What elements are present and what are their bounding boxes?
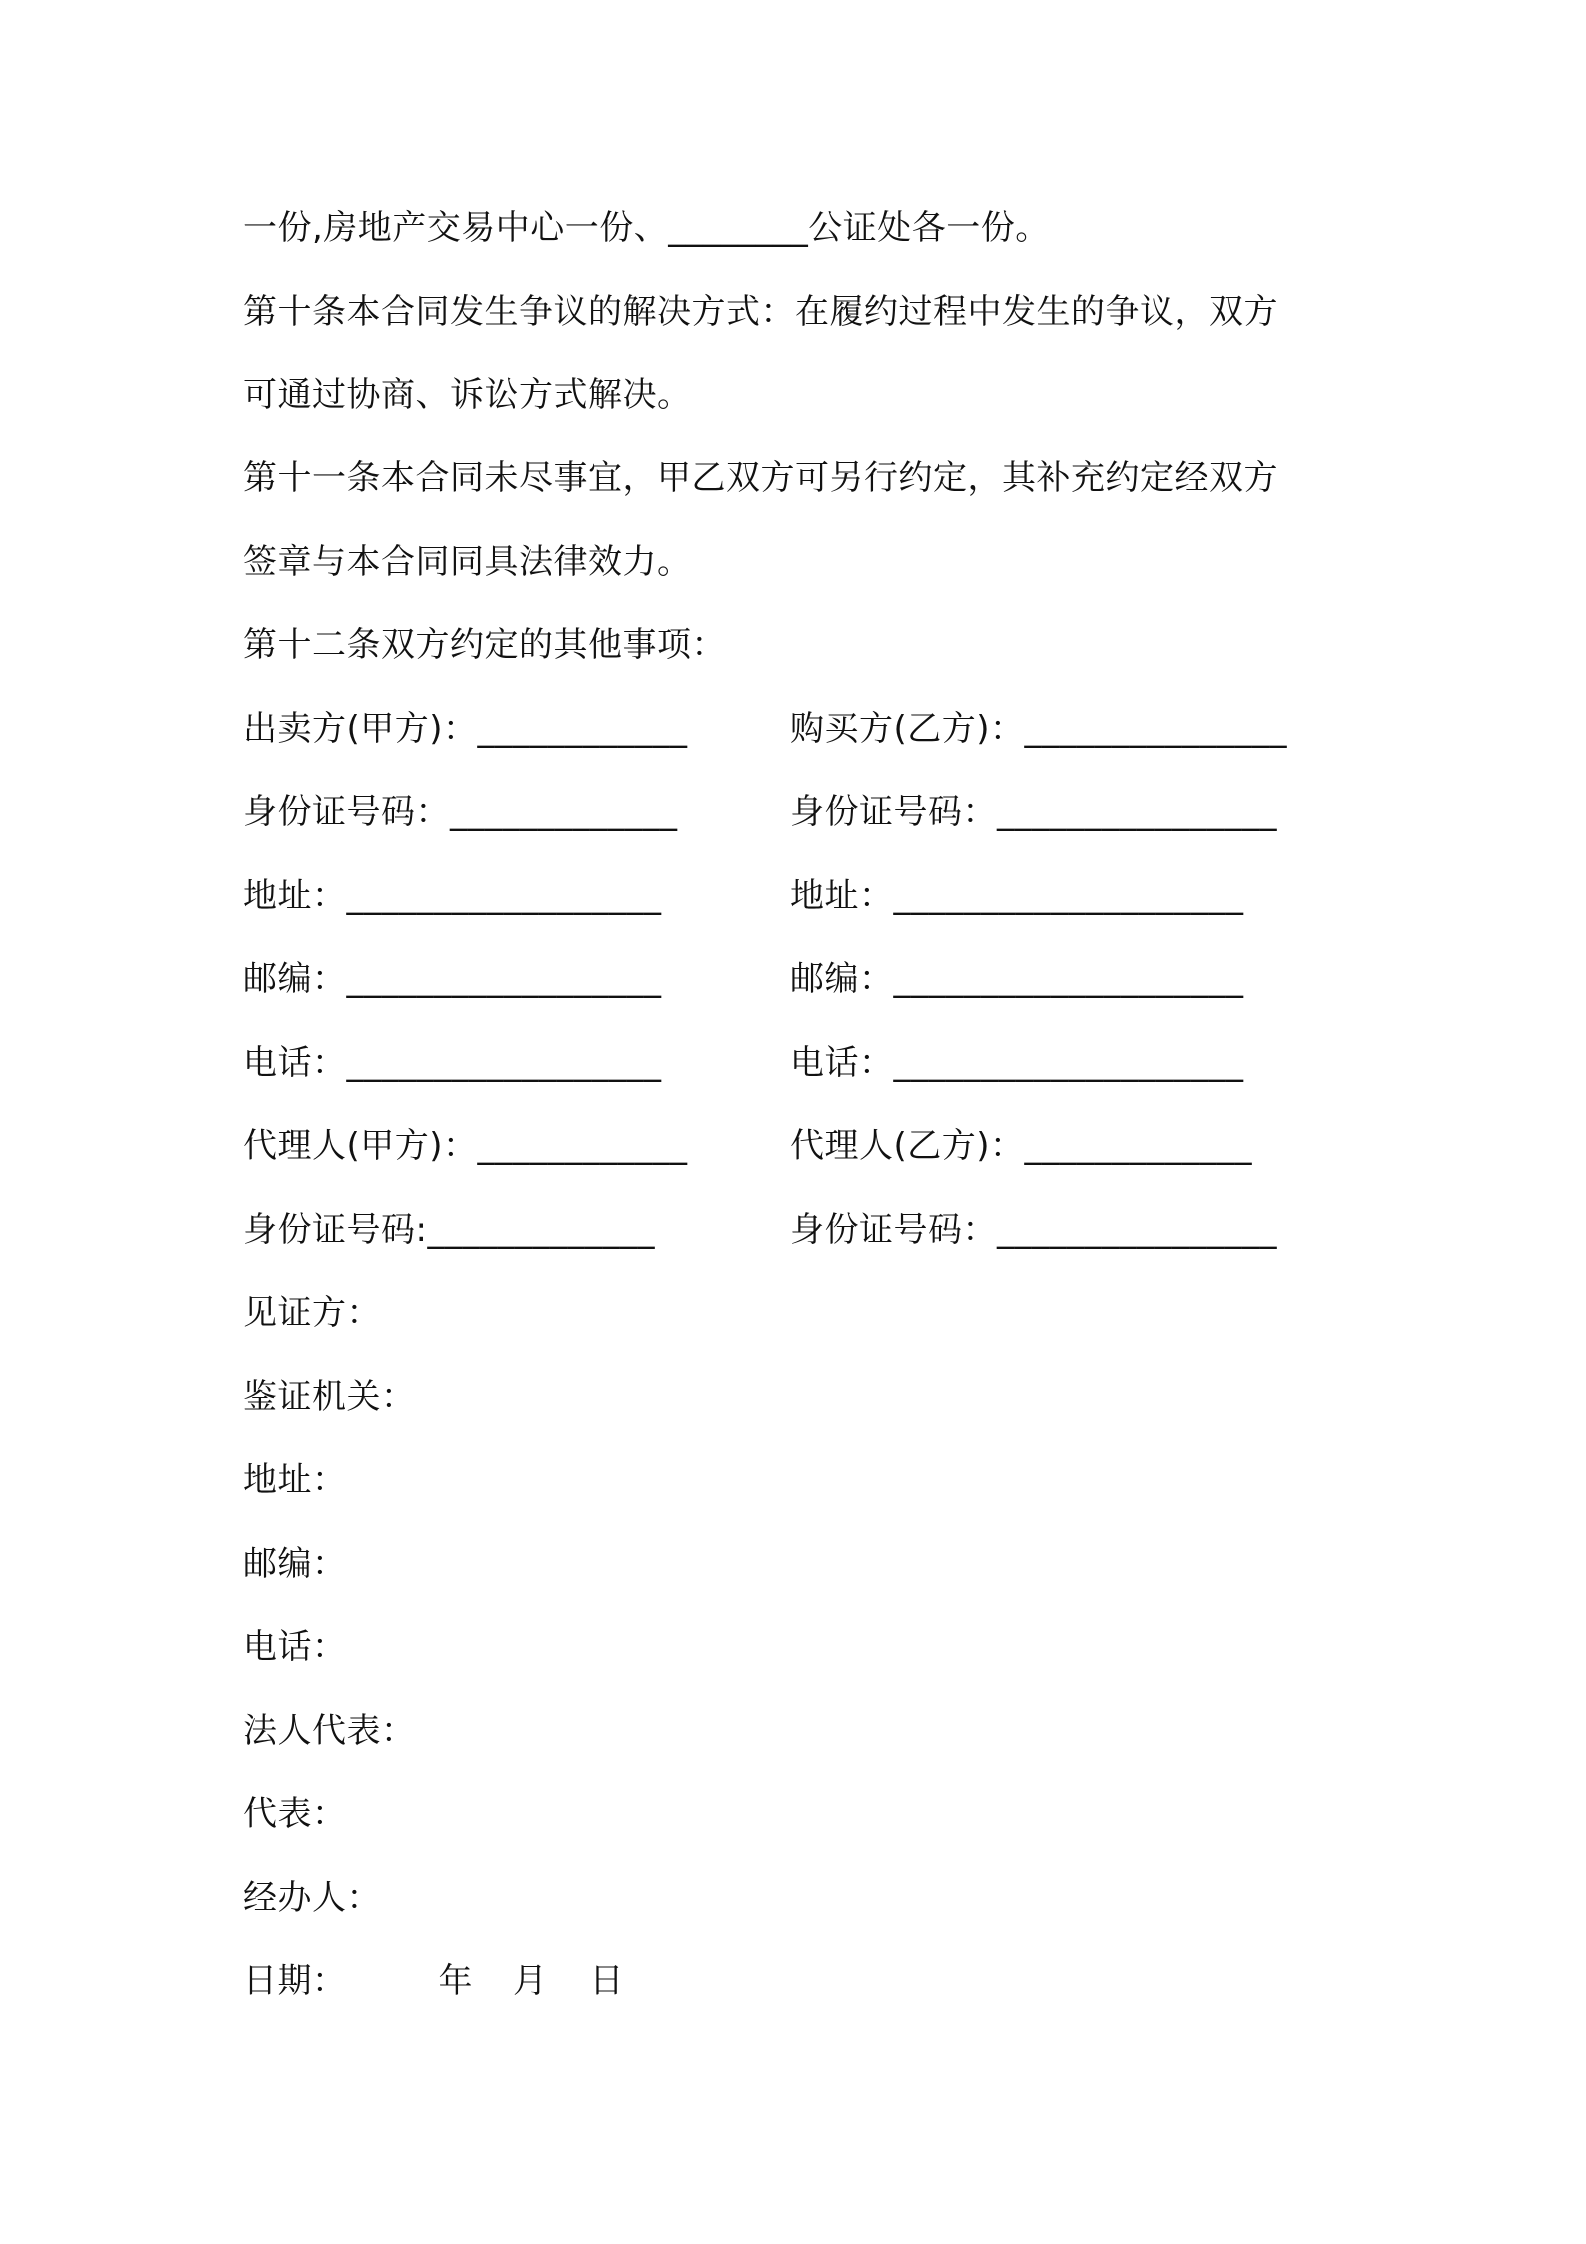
- legal-representative-field: 法人代表：: [243, 1711, 416, 1751]
- date-day: 日: [589, 1961, 624, 2001]
- seller-address-field: 地址：__________________: [243, 876, 662, 916]
- authentication-agency-field: 鉴证机关：: [243, 1377, 416, 1417]
- paragraph-line-1: 一份,房地产交易中心一份、________公证处各一份。: [243, 208, 1050, 248]
- seller-name-field: 出卖方(甲方)：____________: [243, 709, 688, 749]
- seller-postcode-field: 邮编：__________________: [243, 959, 662, 999]
- buyer-name-field: 购买方(乙方)：_______________: [790, 709, 1288, 749]
- witness-field: 见证方：: [243, 1293, 381, 1333]
- date-month: 月: [513, 1961, 548, 2001]
- seller-id-field: 身份证号码：_____________: [243, 792, 678, 832]
- agency-address-field: 地址：: [243, 1460, 347, 1500]
- buyer-agent-id-field: 身份证号码：________________: [790, 1210, 1277, 1250]
- date-line: [243, 1959, 624, 2003]
- paragraph-line-3: 可通过协商、诉讼方式解决。: [243, 375, 692, 415]
- date-year: 年: [438, 1961, 473, 2001]
- paragraph-line-6: 第十二条双方约定的其他事项：: [243, 625, 726, 665]
- buyer-agent-field: 代理人(乙方)：_____________: [790, 1126, 1253, 1166]
- representative-field: 代表：: [243, 1794, 347, 1834]
- agency-postcode-field: 邮编：: [243, 1544, 347, 1584]
- date-label: 日期：: [243, 1961, 347, 2001]
- buyer-address-field: 地址：____________________: [790, 876, 1244, 916]
- buyer-postcode-field: 邮编：____________________: [790, 959, 1244, 999]
- handler-field: 经办人：: [243, 1878, 381, 1918]
- seller-agent-id-field: 身份证号码:_____________: [243, 1210, 655, 1250]
- agency-phone-field: 电话：: [243, 1627, 347, 1667]
- buyer-id-field: 身份证号码：________________: [790, 792, 1277, 832]
- buyer-phone-field: 电话：____________________: [790, 1043, 1244, 1083]
- paragraph-line-2: 第十条本合同发生争议的解决方式：在履约过程中发生的争议，双方: [243, 292, 1278, 332]
- paragraph-line-4: 第十一条本合同未尽事宜，甲乙双方可另行约定，其补充约定经双方: [243, 458, 1278, 498]
- paragraph-line-5: 签章与本合同同具法律效力。: [243, 542, 692, 582]
- seller-phone-field: 电话：__________________: [243, 1043, 662, 1083]
- seller-agent-field: 代理人(甲方)：____________: [243, 1126, 688, 1166]
